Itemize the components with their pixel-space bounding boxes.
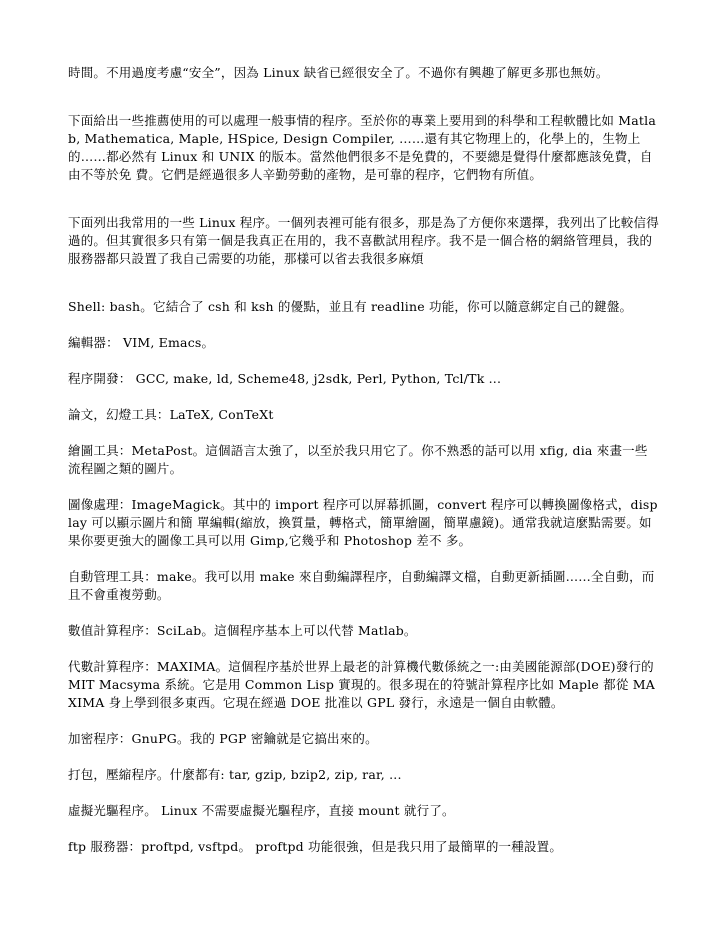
list-item-algebra: 代數計算程序：MAXIMA。這個程序基於世界上最老的計算機代數係統之一:由美國能源部(DOE)發行的 MIT Macsyma 系統。它是用 Common Lisp 實現的。很多現在的符號計算程序比如 Maple 都從 MAXIMA 身上學到很多東西。它現在經過 DOE 批准以 GPL 發行，永遠是一個自由軟體。	[68, 659, 655, 710]
paragraph-gap	[68, 424, 660, 442]
paragraph-gap	[68, 604, 660, 622]
list-item-editor: 編輯器： VIM, Emacs。	[68, 335, 215, 350]
paragraph-gap	[68, 352, 660, 370]
paragraph-common-programs-intro: 下面列出我常用的一些 Linux 程序。一個列表裡可能有很多，那是為了方便你來選擇，我列出了比較信得過的。但其實很多只有第一個是我真正在用的，我不喜歡試用程序。我不是一個合格的網絡管理員，我的服務器都只設置了我自己需要的功能，那樣可以省去我很多麻煩	[68, 215, 659, 266]
paragraph-security-note: 時間。不用過度考慮“安全”，因為 Linux 缺省已經很安全了。不過你有興趣了解更多那也無妨。	[68, 65, 609, 80]
list-item-virtual-drive: 虛擬光驅程序。 Linux 不需要虛擬光驅程序，直接 mount 就行了。	[68, 803, 455, 818]
paragraph-gap	[68, 184, 660, 214]
list-item-shell: Shell: bash。它結合了 csh 和 ksh 的優點，並且有 readline 功能，你可以隨意綁定自己的鍵盤。	[68, 299, 633, 314]
paragraph-gap	[68, 316, 660, 334]
list-item-drawing: 繪圖工具：MetaPost。這個語言太強了，以至於我只用它了。你不熟悉的話可以用 xfig, dia 來畫一些流程圖之類的圖片。	[68, 443, 648, 476]
paragraph-gap	[68, 640, 660, 658]
paragraph-gap	[68, 784, 660, 802]
paragraph-recommended-programs: 下面給出一些推薦使用的可以處理一般事情的程序。至於你的專業上要用到的科學和工程軟體比如 Matlab, Mathematica, Maple, HSpice, Design Compiler, ……還有其它物理上的，化學上的，生物上的……都必然有 Linux 和 UNIX 的版本。當然他們很多不是免費的，不要總是覺得什麼都應該免費，自由不等於免 費。它們是經過很多人辛勤勞動的產物，是可靠的程序，它們物有所值。	[68, 113, 657, 182]
list-item-ftp-server: ftp 服務器：proftpd, vsftpd。 proftpd 功能很強，但是我只用了最簡單的一種設置。	[68, 839, 563, 854]
paragraph-gap	[68, 820, 660, 838]
paragraph-gap	[68, 82, 660, 112]
paragraph-gap	[68, 550, 660, 568]
list-item-archiving: 打包，壓縮程序。什麼都有: tar, gzip, bzip2, zip, rar, ...	[68, 767, 402, 782]
document-page	[68, 64, 660, 856]
list-item-encryption: 加密程序：GnuPG。我的 PGP 密鑰就是它搞出來的。	[68, 731, 378, 746]
list-item-development: 程序開發： GCC, make, ld, Scheme48, j2sdk, Perl, Python, Tcl/Tk ...	[68, 371, 502, 386]
paragraph-gap	[68, 478, 660, 496]
paragraph-gap	[68, 712, 660, 730]
list-item-build-automation: 自動管理工具：make。我可以用 make 來自動編譯程序，自動編譯文檔，自動更新插圖……全自動，而且不會重複勞動。	[68, 569, 655, 602]
list-item-image-processing: 圖像處理：ImageMagick。其中的 import 程序可以屏幕抓圖，convert 程序可以轉換圖像格式，display 可以顯示圖片和簡 單編輯(縮放，換質量，轉格式，簡單繪圖，簡單慮鏡)。通常我就這麼點需要。如果你要更強大的圖像工具可以用 Gimp,它幾乎和 Photoshop 差不 多。	[68, 497, 658, 548]
paragraph-gap	[68, 268, 660, 298]
list-item-numerical: 數值計算程序：SciLab。這個程序基本上可以代替 Matlab。	[68, 623, 417, 638]
list-item-typesetting: 論文，幻燈工具：LaTeX, ConTeXt	[68, 407, 274, 422]
paragraph-gap	[68, 748, 660, 766]
paragraph-gap	[68, 388, 660, 406]
